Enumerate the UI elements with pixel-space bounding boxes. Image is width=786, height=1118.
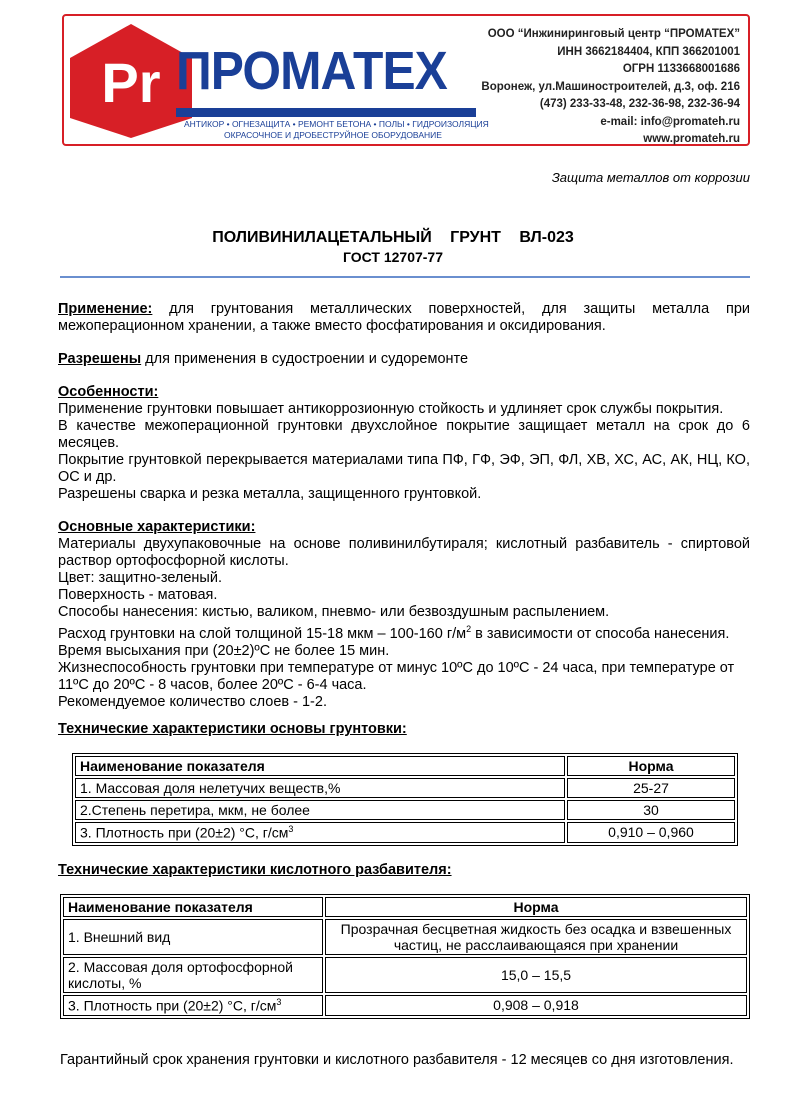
brand-tagline: АНТИКОР • ОГНЕЗАЩИТА • РЕМОНТ БЕТОНА • ПОЛЫ • ГИДРОИЗОЛЯЦИЯ bbox=[184, 119, 489, 129]
company-header bbox=[62, 14, 750, 146]
table2-heading: Технические характеристики кислотного разбавителя: bbox=[58, 862, 452, 878]
characteristics-line: Способы нанесения: кистью, валиком, пневмо- или безвоздушным распылением. bbox=[58, 604, 610, 620]
table-row bbox=[63, 957, 747, 993]
company-email: e-mail: info@promateh.ru bbox=[600, 115, 740, 128]
table1-heading: Технические характеристики основы грунтовки: bbox=[58, 721, 407, 737]
allowed-paragraph bbox=[58, 351, 750, 368]
characteristics-line: Время высыхания при (20±2)ºС не более 15 мин. bbox=[58, 642, 390, 659]
characteristics-line: Жизнеспособность грунтовки при температуре от минус 10ºС до 10ºС - 24 часа, при температуре от 11ºС до 20ºС - 8 часов, более 20ºС - 6-4 часа. bbox=[58, 659, 735, 693]
table-row bbox=[75, 778, 735, 798]
table-row bbox=[75, 800, 735, 820]
features-label: Особенности: bbox=[58, 384, 159, 400]
logo-mark: Pr bbox=[101, 51, 161, 114]
table-header-row bbox=[75, 756, 735, 776]
characteristics-line: Поверхность - матовая. bbox=[58, 587, 218, 603]
brand-underline bbox=[176, 108, 476, 117]
features-line: Применение грунтовки повышает антикоррозионную стойкость и удлиняет срок службы покрытия. bbox=[58, 401, 724, 417]
document-body bbox=[58, 301, 750, 711]
row-name: 1. Внешний вид bbox=[63, 919, 323, 955]
company-inn: ИНН 3662184404, КПП 366201001 bbox=[557, 45, 740, 58]
brand-tagline-2: ОКРАСОЧНОЕ И ДРОБЕСТРУЙНОЕ ОБОРУДОВАНИЕ bbox=[224, 130, 442, 140]
column-header-name: Наименование показателя bbox=[75, 756, 565, 776]
characteristics-label: Основные характеристики: bbox=[58, 519, 256, 535]
document-standard: ГОСТ 12707-77 bbox=[342, 249, 443, 265]
company-ogrn: ОГРН 1133668001686 bbox=[622, 63, 740, 75]
table-header-row bbox=[63, 897, 747, 917]
document-title: ПОЛИВИНИЛАЦЕТАЛЬНЫЙ ГРУНТ ВЛ-023 bbox=[212, 229, 574, 246]
row-name: 3. Плотность при (20±2) °С, $г/см^3$ bbox=[63, 995, 323, 1016]
characteristics-line: Материалы двухупаковочные на основе поливинилбутираля; кислотный разбавитель - спиртовой раствор ортофосфорной кислоты. bbox=[58, 536, 750, 569]
features-line: Разрешены сварка и резка металла, защищенного грунтовкой. bbox=[58, 486, 482, 502]
table-row bbox=[63, 995, 747, 1016]
allowed-label: Разрешены bbox=[58, 351, 142, 367]
row-value: 0,910 – 0,960 bbox=[567, 822, 735, 843]
application-text: для грунтования металлических поверхностей, для защиты металла при межоперационном хранении, а также вместо фосфатирования и оксидирования. bbox=[58, 301, 750, 334]
characteristics-line: Цвет: защитно-зеленый. bbox=[58, 570, 222, 586]
column-header-norm: Норма bbox=[567, 756, 735, 776]
row-value: 0,908 – 0,918 bbox=[325, 995, 747, 1016]
company-address: Воронеж, ул.Машиностроителей, д.3, оф. 216 bbox=[481, 80, 740, 93]
characteristics-line: Рекомендуемое количество слоев - 1-2. bbox=[58, 693, 327, 710]
row-name: 3. Плотность при (20±2) °С, $г/см^3$ bbox=[75, 822, 565, 843]
characteristics-line: Расход грунтовки на слой толщиной 15-18 мкм – 100-160 $г/м^2$ в зависимости от способа нанесения. bbox=[58, 624, 730, 642]
brand-name: ПРОМАТЕХ bbox=[176, 41, 447, 101]
column-header-norm: Норма bbox=[325, 897, 747, 917]
row-value: 15,0 – 15,5 bbox=[325, 957, 747, 993]
features-line: Покрытие грунтовкой перекрывается материалами типа ПФ, ГФ, ЭФ, ЭП, ФЛ, ХВ, ХС, АС, АК, НЦ, КО, ОС и др. bbox=[58, 452, 750, 485]
row-value: Прозрачная бесцветная жидкость без осадка и взвешенных частиц, не расслаивающаяся при хранении bbox=[325, 919, 747, 955]
table-row bbox=[63, 919, 747, 955]
row-name: 2.Степень перетира, мкм, не более bbox=[75, 800, 565, 820]
application-paragraph bbox=[58, 301, 750, 335]
application-label: Применение: bbox=[58, 301, 153, 317]
warranty-note: Гарантийный срок хранения грунтовки и кислотного разбавителя - 12 месяцев со дня изготовления. bbox=[60, 1052, 734, 1068]
row-name: 1. Массовая доля нелетучих веществ,% bbox=[75, 778, 565, 798]
slogan: Защита металлов от коррозии bbox=[551, 170, 750, 185]
allowed-text: для применения в судостроении и судоремонте bbox=[141, 351, 469, 367]
acid-thinner-table bbox=[60, 894, 750, 1019]
features-line: В качестве межоперационной грунтовки двухслойное покрытие защищает металл на срок до 6 месяцев. bbox=[58, 418, 750, 451]
company-name: ООО “Инжиниринговый центр “ПРОМАТЕХ” bbox=[487, 28, 740, 40]
company-website: www.promateh.ru bbox=[643, 133, 740, 145]
row-value: 25-27 bbox=[567, 778, 735, 798]
company-details bbox=[481, 26, 740, 149]
row-value: 30 bbox=[567, 800, 735, 820]
row-name: 2. Массовая доля ортофосфорной кислоты, % bbox=[63, 957, 323, 993]
table-row bbox=[75, 822, 735, 843]
title-divider bbox=[60, 276, 750, 278]
column-header-name: Наименование показателя bbox=[63, 897, 323, 917]
company-phones: (473) 233-33-48, 232-36-98, 232-36-94 bbox=[539, 98, 740, 110]
primer-base-table bbox=[72, 753, 738, 846]
